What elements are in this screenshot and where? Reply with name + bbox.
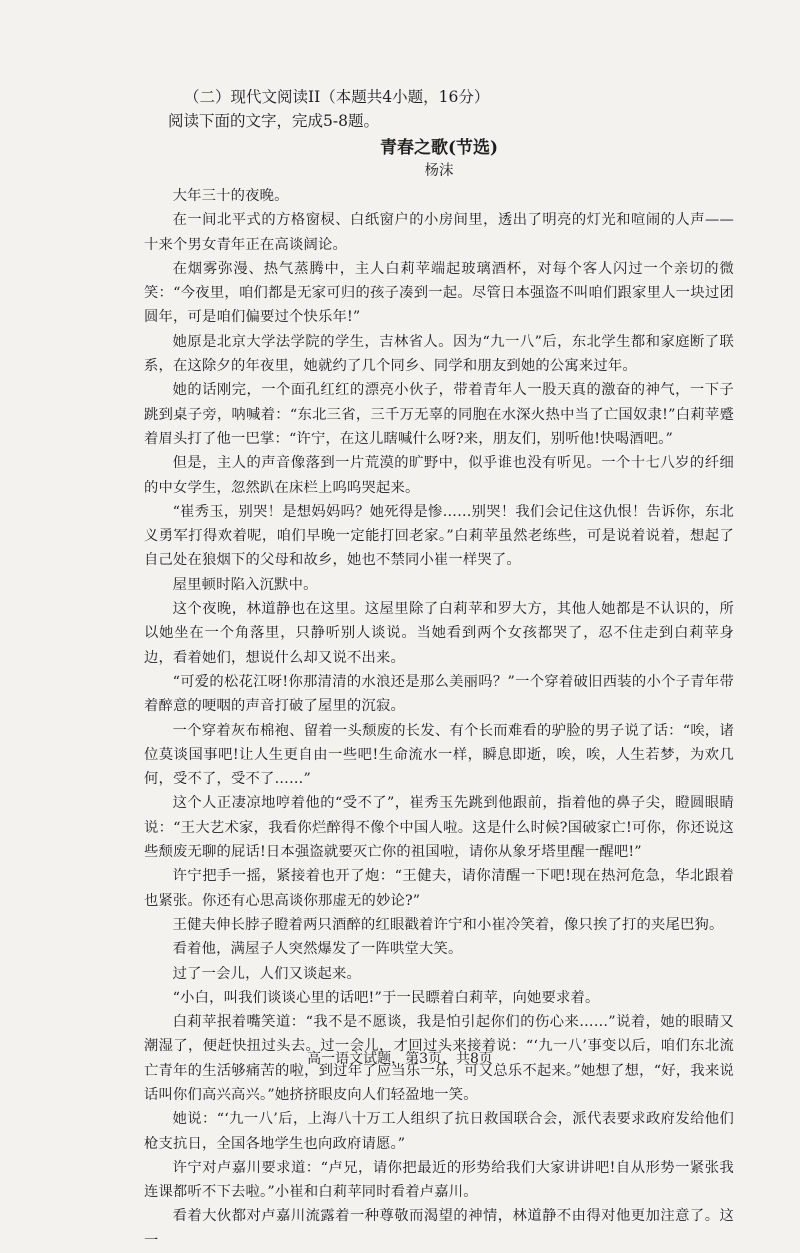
essay-paragraph: 王健夫伸长脖子瞪着两只酒醉的红眼戳着许宁和小崔冷笑着，像只挨了打的夹尾巴狗。	[172, 916, 724, 933]
essay-paragraph: “可爱的松花江呀!你那清清的水浪还是那么美丽吗？”一个穿着破旧西装的小个子青年带着醉意的哽咽的声音打破了屋里的沉寂。	[144, 673, 734, 715]
essay-paragraph: 大年三十的夜晚。	[172, 188, 289, 204]
essay-paragraph: “崔秀玉，别哭！是想妈妈吗？她死得是惨……别哭！我们会记住这仇恨！告诉你，东北义勇军打得欢着呢，咱们早晚一定能打回老家。”白莉苹虽然老练些，可是说着说着，想起了自己处在狼烟下的父母和故乡，她也不禁同小崔一样哭了。	[144, 503, 734, 569]
essay-paragraph: 许宁对卢嘉川要求道：“卢兄，请你把最近的形势给我们大家讲讲吧!自从形势一紧张我连课都听不下去啦。”小崔和白莉苹同时看着卢嘉川。	[144, 1159, 734, 1201]
essay-paragraph: 在一间北平式的方格窗棂、白纸窗户的小房间里，透出了明亮的灯光和喧闹的人声——十来个男女青年正在高谈阔论。	[144, 212, 734, 253]
essay-author: 杨沫	[424, 163, 454, 179]
essay-paragraph: 一个穿着灰布棉袍、留着一头颓废的长发、有个长而难看的驴脸的男子说了话：“唉，诸位莫谈国事吧!让人生更自由一些吧!生命流水一样，瞬息即逝，唉，唉，人生若梦，为欢几何，受不了，受不了……”	[144, 722, 734, 788]
reading-instruction: 阅读下面的文字，完成5-8题。	[168, 112, 379, 130]
page-footer: 高一语文试题，第3页，共8页	[307, 1051, 493, 1067]
essay-paragraph: 她原是北京大学法学院的学生，吉林省人。因为“九一八”后，东北学生都和家庭断了联系，在这除夕的年夜里，她就约了几个同乡、同学和朋友到她的公寓来过年。	[144, 333, 734, 375]
essay-paragraph: 但是，主人的声音像落到一片荒漠的旷野中，似乎谁也没有听见。一个十七八岁的纤细的中女学生，忽然趴在床栏上呜呜哭起来。	[144, 455, 734, 496]
essay-title: 青春之歌(节选)	[379, 138, 499, 158]
essay-paragraph: 看着大伙都对卢嘉川流露着一种尊敬而渴望的神情，林道静不由得对他更加注意了。这一	[144, 1208, 734, 1249]
essay-paragraph: 她的话刚完，一个面孔红红的漂亮小伙子，带着青年人一股天真的激奋的神气，一下子跳到桌子旁，呐喊着：“东北三省，三千万无辜的同胞在水深火热中当了亡国奴隶!”白莉苹蹙着眉头打了他一巴掌：“许宁，在这儿瞎喊什么呀?来，朋友们，别听他!快喝酒吧。”	[144, 382, 734, 447]
essay-paragraph: 屋里顿时陷入沉默中。	[172, 576, 318, 593]
essay-paragraph: 这个人正凄凉地哼着他的“受不了”，崔秀玉先跳到他跟前，指着他的鼻子尖，瞪圆眼睛说：“王大艺术家，我看你烂醉得不像个中国人啦。这是什么时候?国破家亡!可你，你还说这些颓废无聊的屁话!日本强盗就要灭亡你的祖国啦，请你从象牙塔里醒一醒吧!”	[144, 795, 734, 861]
essay-body	[144, 184, 734, 1253]
essay-paragraph: 白莉苹抿着嘴笑道：“我不是不愿谈，我是怕引起你们的伤心来……”说着，她的眼睛又潮湿了，便赶快扭过头去。过一会儿，才回过头来接着说：“‘九一八’事变以后，咱们东北流亡青年的生活够痛苦的啦，到过年了应当乐一乐，可又总乐不起来。”她想了想，“好，我来说话叫你们高兴高兴。”她挤挤眼皮向人们轻盈地一笑。	[144, 1014, 734, 1103]
essay-paragraph: 她说：“‘九一八’后，上海八十万工人组织了抗日救国联合会，派代表要求政府发给他们枪支抗日，全国各地学生也向政府请愿。”	[144, 1111, 734, 1152]
essay-paragraph: 这个夜晚，林道静也在这里。这屋里除了白莉苹和罗大方，其他人她都是不认识的，所以她坐在一个角落里，只静听别人谈说。当她看到两个女孩都哭了，忍不住走到白莉苹身边，看着她们，想说什么却又说不出来。	[144, 601, 734, 666]
essay-paragraph: 过了一会儿，人们又谈起来。	[172, 965, 362, 982]
essay-paragraph: 在烟雾弥漫、热气蒸腾中，主人白莉苹端起玻璃酒杯，对每个客人闪过一个亲切的微笑：“今夜里，咱们都是无家可归的孩子凑到一起。尽管日本强盗不叫咱们跟家里人一块过团圆年，可是咱们偏要过个快乐年!”	[144, 260, 734, 326]
essay-paragraph: “小白，叫我们谈谈心里的话吧!”于一民瞟着白莉苹，向她要求着。	[172, 989, 600, 1006]
essay-paragraph: 许宁把手一摇，紧接着也开了炮：“王健夫，请你清醒一下吧!现在热河危急，华北跟着也紧张。你还有心思高谈你那虚无的妙论?”	[144, 868, 734, 909]
section-heading: （二）现代文阅读II（本题共4小题，16分）	[184, 88, 490, 106]
essay-paragraph: 看着他，满屋子人突然爆发了一阵哄堂大笑。	[172, 941, 463, 958]
